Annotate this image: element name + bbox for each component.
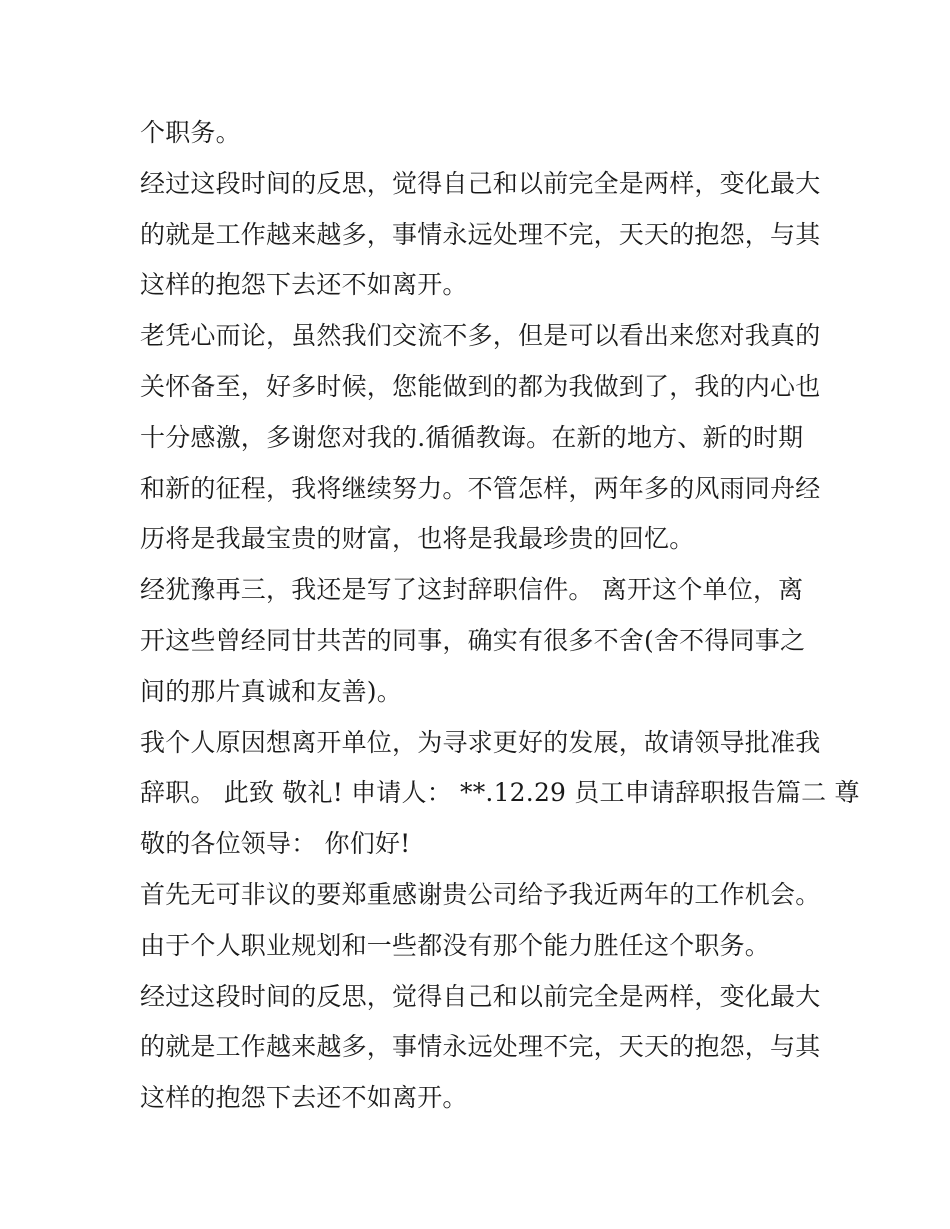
text-line: 关怀备至，好多时候，您能做到的都为我做到了，我的内心也 bbox=[140, 371, 821, 401]
text-line: 的就是工作越来越多，事情永远处理不完，天天的抱怨，与其 bbox=[140, 219, 821, 249]
text-line: 间的那片真诚和友善)。 bbox=[140, 676, 402, 706]
text-line: 历将是我最宝贵的财富，也将是我最珍贵的回忆。 bbox=[140, 524, 695, 554]
text-line: 辞职。 此致 敬礼! 申请人： **.12.29 员工申请辞职报告篇二 尊 bbox=[140, 778, 860, 808]
text-line: 经过这段时间的反思，觉得自己和以前完全是两样，变化最大 bbox=[140, 981, 821, 1011]
text-line: 这样的抱怨下去还不如离开。 bbox=[140, 270, 468, 300]
text-line: 的就是工作越来越多，事情永远处理不完，天天的抱怨，与其 bbox=[140, 1032, 821, 1062]
text-line: 老凭心而论，虽然我们交流不多，但是可以看出来您对我真的 bbox=[140, 321, 821, 351]
text-line: 十分感激，多谢您对我的.循循教诲。在新的地方、新的时期 bbox=[140, 422, 804, 452]
text-line: 敬的各位领导： 你们好! bbox=[140, 829, 411, 859]
text-line: 和新的征程，我将继续努力。不管怎样，两年多的风雨同舟经 bbox=[140, 473, 821, 503]
text-line: 个职务。 bbox=[140, 118, 241, 147]
document-body bbox=[140, 108, 860, 1124]
text-line: 开这些曾经同甘共苦的同事，确实有很多不舍(舍不得同事之 bbox=[140, 625, 806, 655]
text-line: 首先无可非议的要郑重感谢贵公司给予我近两年的工作机会。 bbox=[140, 879, 821, 909]
text-line: 我个人原因想离开单位，为寻求更好的发展，故请领导批准我 bbox=[140, 727, 821, 757]
text-line: 这样的抱怨下去还不如离开。 bbox=[140, 1083, 468, 1113]
text-line: 由于个人职业规划和一些都没有那个能力胜任这个职务。 bbox=[140, 930, 771, 960]
text-line: 经过这段时间的反思，觉得自己和以前完全是两样，变化最大 bbox=[140, 168, 821, 198]
text-line: 经犹豫再三，我还是写了这封辞职信件。 离开这个单位，离 bbox=[140, 575, 804, 605]
